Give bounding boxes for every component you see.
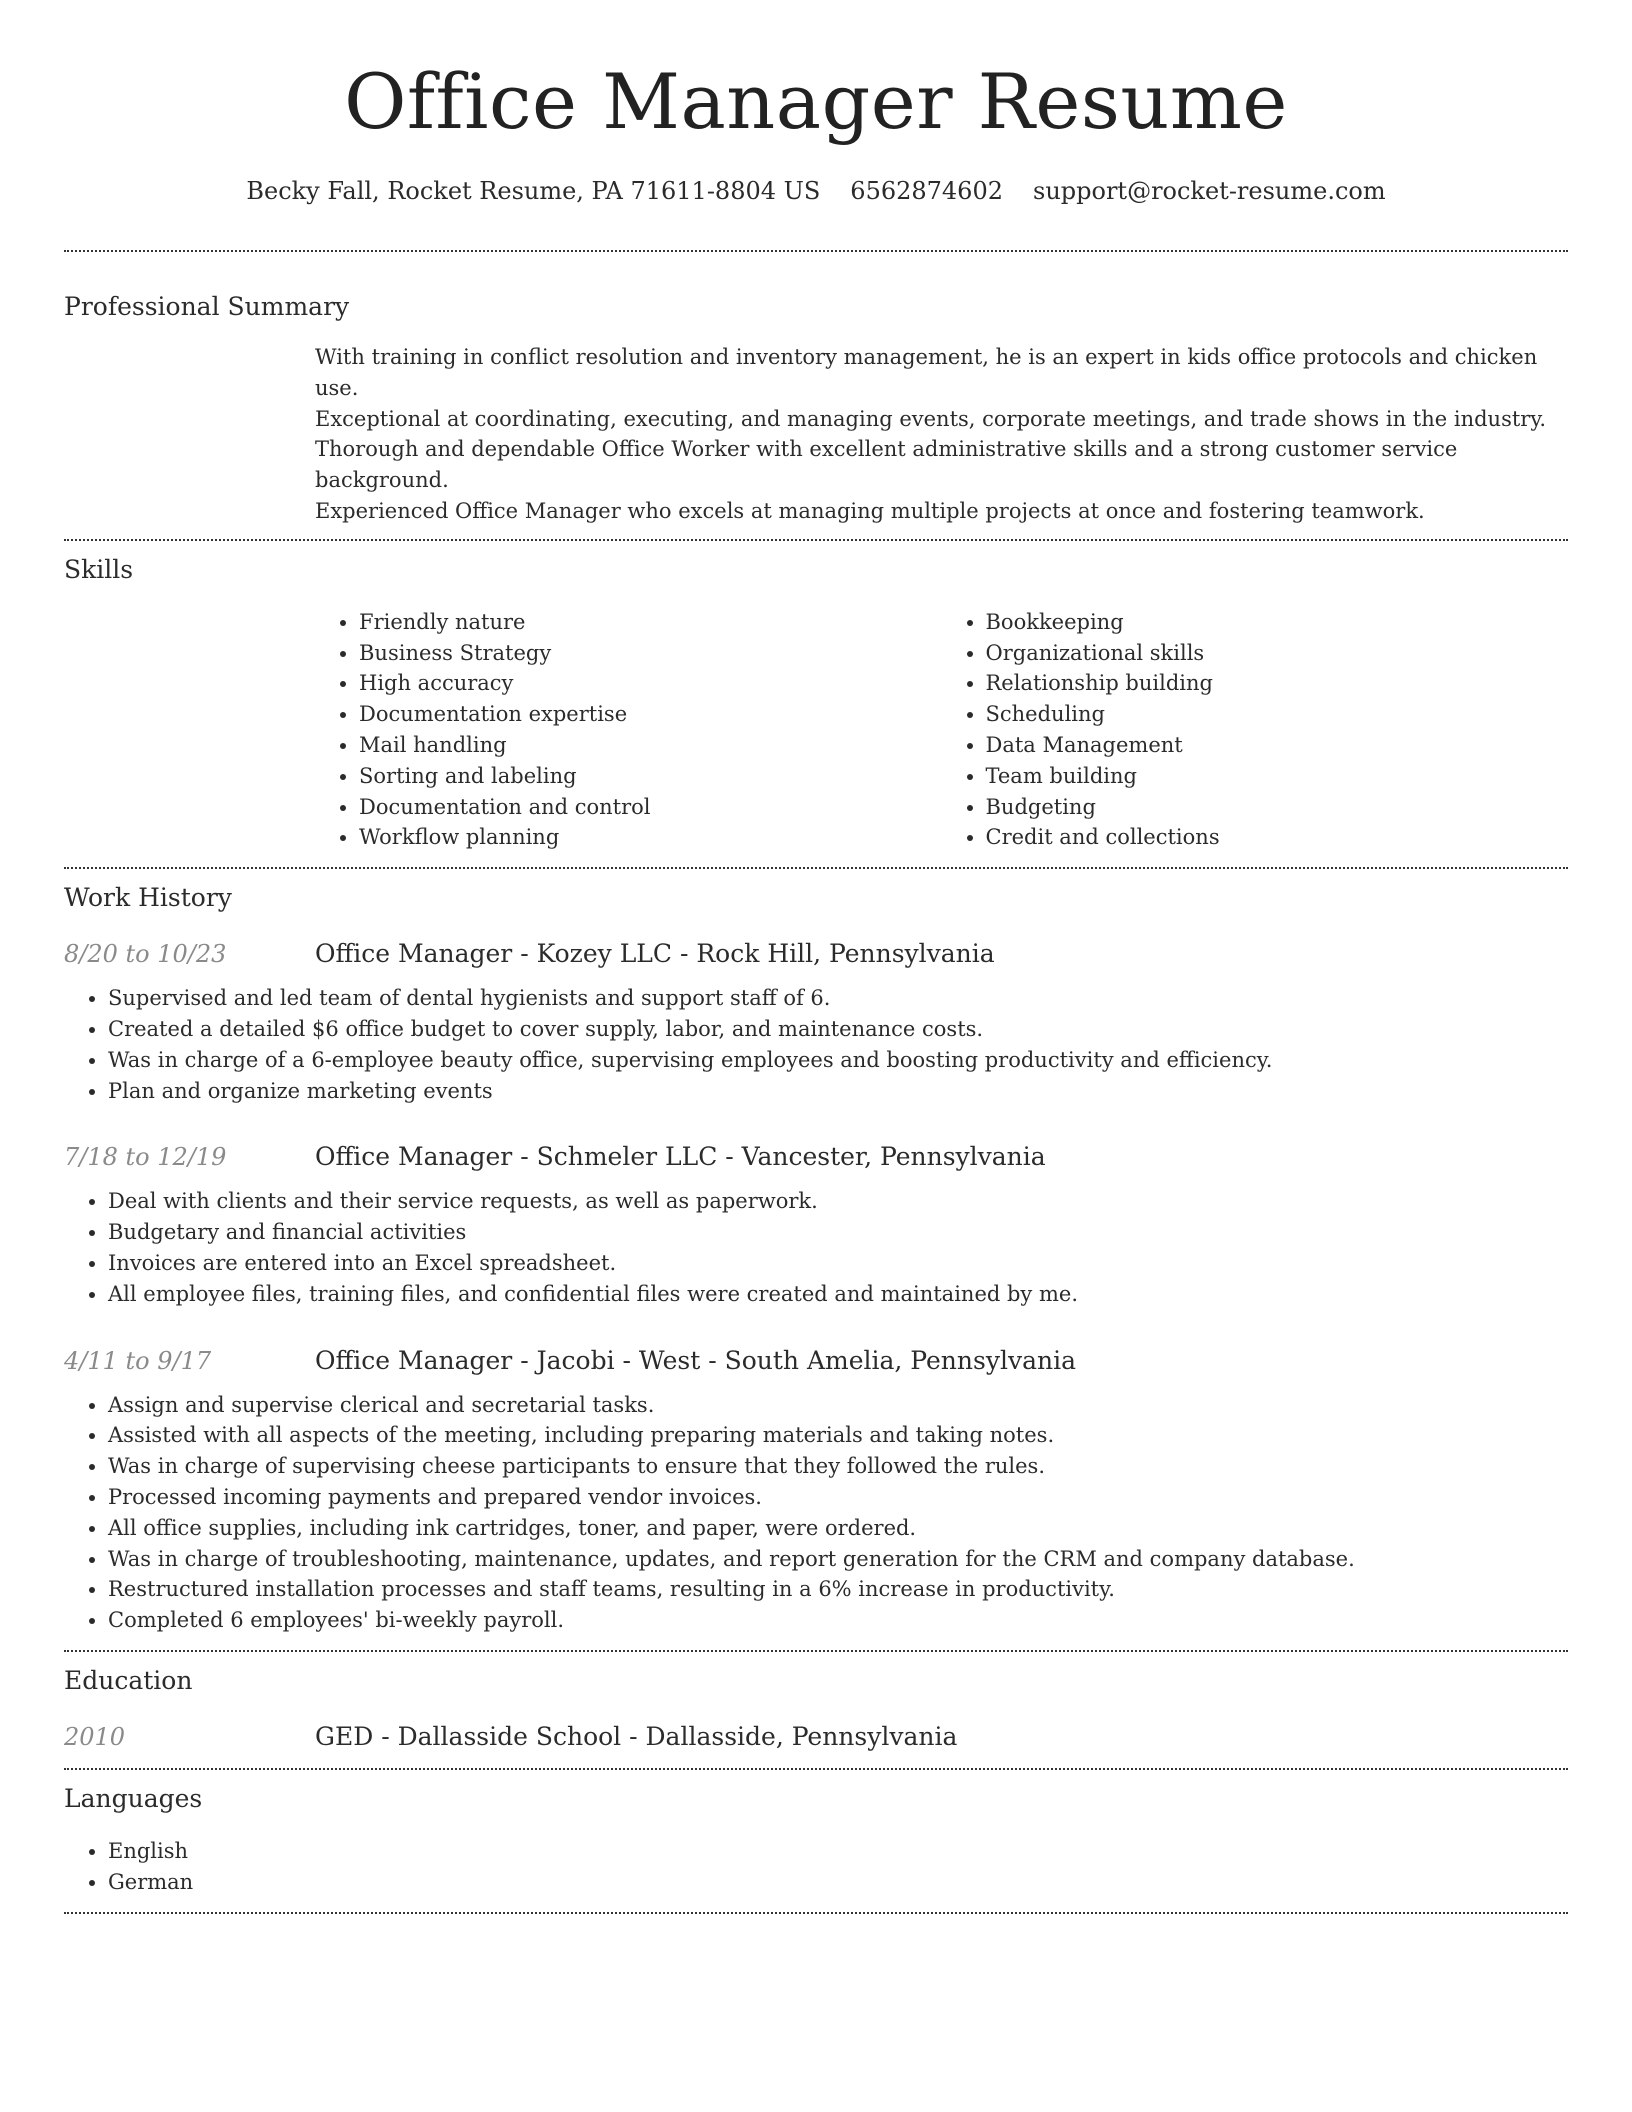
job-entry xyxy=(64,937,1568,1106)
job-bullets xyxy=(64,1186,1568,1309)
job-bullet: • Supervised and led team of dental hygienists and support staff of 6. xyxy=(108,983,1568,1014)
education-heading: Education xyxy=(64,1665,193,1695)
job-title: Office Manager - Jacobi - West - South Amelia, Pennsylvania xyxy=(315,1345,1076,1375)
resume-title: Office Manager Resume xyxy=(344,57,1288,146)
skill-item: • Sorting and labeling xyxy=(359,761,942,792)
job-bullet: • Was in charge of a 6-employee beauty office, supervising employees and boosting productivity and efficiency. xyxy=(108,1045,1568,1076)
skill-item: • Mail handling xyxy=(359,730,942,761)
divider xyxy=(64,1912,1568,1914)
work-section xyxy=(64,869,1568,1650)
skills-section xyxy=(64,541,1568,867)
job-bullet: • Budgetary and financial activities xyxy=(108,1217,1568,1248)
skill-item: • Friendly nature xyxy=(359,607,942,638)
job-bullet: • Assign and supervise clerical and secretarial tasks. xyxy=(108,1390,1568,1421)
skills-list-left xyxy=(315,607,942,853)
job-bullet: • Deal with clients and their service requests, as well as paperwork. xyxy=(108,1186,1568,1217)
job-bullet: • Created a detailed $6 office budget to cover supply, labor, and maintenance costs. xyxy=(108,1014,1568,1045)
contact-line xyxy=(64,174,1568,208)
job-bullet: • Invoices are entered into an Excel spreadsheet. xyxy=(108,1248,1568,1279)
skills-heading: Skills xyxy=(64,554,134,584)
job-header xyxy=(64,937,1568,971)
job-entry xyxy=(64,1344,1568,1636)
contact-email: support@rocket-resume.com xyxy=(1033,177,1386,205)
language-item: • German xyxy=(108,1867,1568,1898)
summary-line: Exceptional at coordinating, executing, and managing events, corporate meetings, and trade shows in the industry. xyxy=(315,406,1547,431)
education-year: 2010 xyxy=(64,1722,126,1751)
skills-list-right xyxy=(942,607,1569,853)
skill-item: • Business Strategy xyxy=(359,638,942,669)
education-entry xyxy=(64,1720,1568,1754)
skill-item: • Bookkeeping xyxy=(986,607,1569,638)
skill-item: • Workflow planning xyxy=(359,822,942,853)
summary-text xyxy=(315,342,1568,527)
job-header xyxy=(64,1140,1568,1174)
job-bullet: • Plan and organize marketing events xyxy=(108,1076,1568,1107)
skills-grid xyxy=(315,607,1568,853)
summary-heading: Professional Summary xyxy=(64,292,350,321)
job-bullet: • Was in charge of supervising cheese participants to ensure that they followed the rules. xyxy=(108,1451,1568,1482)
languages-list xyxy=(64,1836,1568,1898)
job-bullet: • Completed 6 employees' bi-weekly payroll. xyxy=(108,1605,1568,1636)
skill-item: • Credit and collections xyxy=(986,822,1569,853)
skill-item: • High accuracy xyxy=(359,668,942,699)
job-title: Office Manager - Kozey LLC - Rock Hill, Pennsylvania xyxy=(315,939,995,969)
summary-section xyxy=(64,252,1568,539)
job-bullet: • Restructured installation processes and staff teams, resulting in a 6% increase in productivity. xyxy=(108,1574,1568,1605)
summary-line: With training in conflict resolution and inventory management, he is an expert in kids office protocols and chicken use. xyxy=(315,345,1538,400)
job-bullet: • Processed incoming payments and prepared vendor invoices. xyxy=(108,1482,1568,1513)
job-bullets xyxy=(64,1390,1568,1636)
language-item: • English xyxy=(108,1836,1568,1867)
job-dates: 4/11 to 9/17 xyxy=(64,1346,212,1375)
education-section xyxy=(64,1652,1568,1768)
job-header xyxy=(64,1344,1568,1378)
skill-item: • Team building xyxy=(986,761,1569,792)
skill-item: • Relationship building xyxy=(986,668,1569,699)
job-dates: 7/18 to 12/19 xyxy=(64,1143,227,1172)
contact-phone: 6562874602 xyxy=(850,177,1003,205)
job-bullet: • All employee files, training files, and confidential files were created and maintained by me. xyxy=(108,1279,1568,1310)
job-bullet: • Was in charge of troubleshooting, maintenance, updates, and report generation for the CRM and company database. xyxy=(108,1544,1568,1575)
skill-item: • Data Management xyxy=(986,730,1569,761)
job-bullet: • Assisted with all aspects of the meeting, including preparing materials and taking notes. xyxy=(108,1420,1568,1451)
job-bullet: • All office supplies, including ink cartridges, toner, and paper, were ordered. xyxy=(108,1513,1568,1544)
summary-line: Experienced Office Manager who excels at managing multiple projects at once and fostering teamwork. xyxy=(315,498,1425,523)
skill-item: • Budgeting xyxy=(986,792,1569,823)
work-heading: Work History xyxy=(64,883,232,913)
job-title: Office Manager - Schmeler LLC - Vancester, Pennsylvania xyxy=(315,1142,1046,1172)
contact-address: Becky Fall, Rocket Resume, PA 71611-8804 US xyxy=(246,177,821,205)
summary-line: Thorough and dependable Office Worker with excellent administrative skills and a strong customer service background. xyxy=(315,437,1458,493)
job-dates: 8/20 to 10/23 xyxy=(64,940,227,969)
languages-section xyxy=(64,1770,1568,1912)
skill-item: • Scheduling xyxy=(986,699,1569,730)
job-bullets xyxy=(64,983,1568,1106)
skill-item: • Documentation expertise xyxy=(359,699,942,730)
languages-heading: Languages xyxy=(64,1783,203,1813)
education-title: GED - Dallasside School - Dallasside, Pennsylvania xyxy=(315,1721,958,1751)
skill-item: • Organizational skills xyxy=(986,638,1569,669)
job-entry xyxy=(64,1140,1568,1309)
skill-item: • Documentation and control xyxy=(359,792,942,823)
